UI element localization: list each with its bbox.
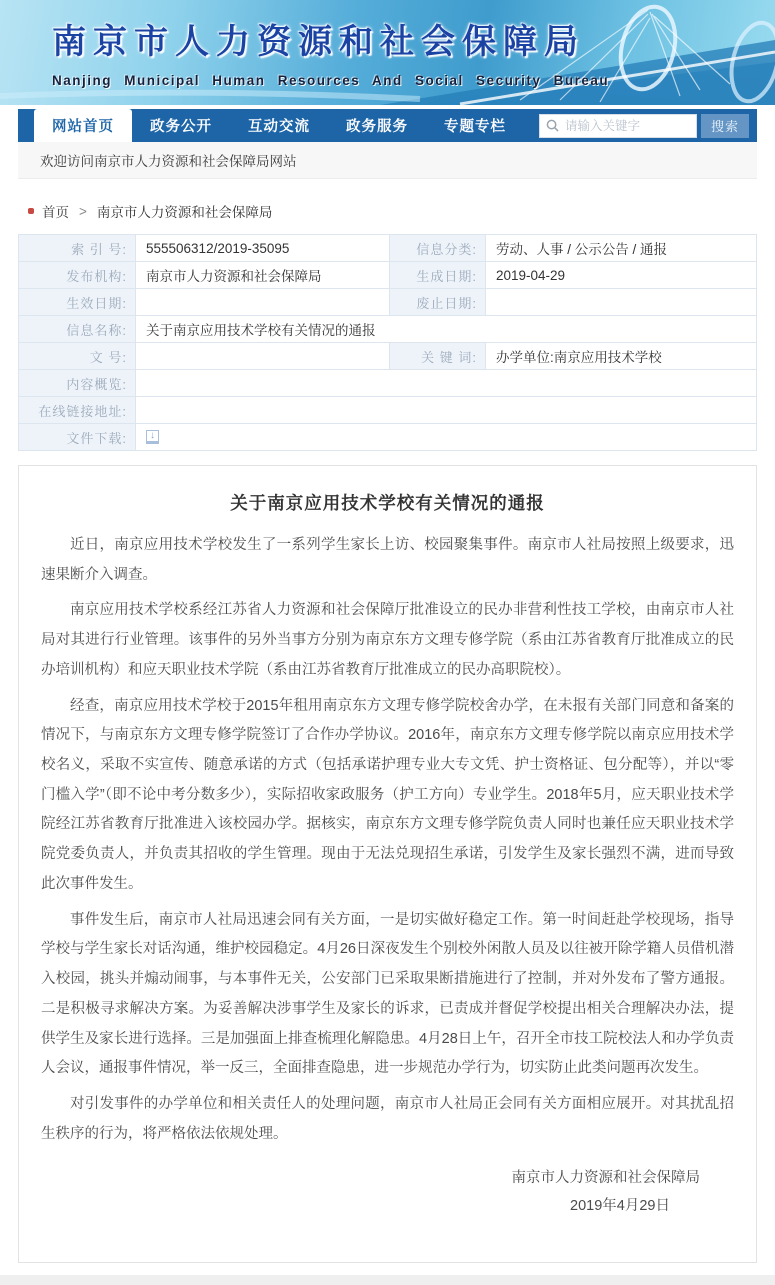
tab-special-topics[interactable]: 专题专栏	[444, 119, 506, 135]
tab-services[interactable]: 政务服务	[346, 119, 408, 135]
table-row	[19, 262, 756, 289]
table-row	[19, 397, 756, 424]
breadcrumb-separator: >	[79, 203, 87, 219]
table-row	[19, 370, 756, 397]
tab-gov-affairs[interactable]: 政务公开	[150, 119, 212, 135]
meta-value-online-link	[136, 397, 756, 423]
meta-value-doc-no	[136, 343, 389, 369]
meta-label-expiry-date: 废止日期:	[389, 289, 486, 315]
search-area	[539, 109, 757, 142]
meta-value-index-no: 555506312/2019-35095	[136, 235, 389, 261]
table-row	[19, 316, 756, 343]
meta-label-category: 信息分类:	[389, 235, 486, 261]
tab-home[interactable]: 网站首页	[34, 109, 132, 142]
article-paragraph: 南京应用技术学校系经江苏省人力资源和社会保障厅批准设立的民办非营利性技工学校，由南京市人社局对其进行行业管理。该事件的另外当事方分别为南京东方文理专修学院（系由江苏省教育厅批准成立的民办培训机构）和应天职业技术学院（系由江苏省教育厅批准成立的民办高职院校）。	[41, 602, 734, 678]
breadcrumb-marker-icon	[28, 208, 34, 214]
meta-value-expiry-date	[486, 289, 756, 315]
site-title-english: Nanjing Municipal Human Resources And Social Security Bureau	[52, 73, 610, 88]
meta-label-overview: 内容概览:	[19, 370, 136, 396]
article-paragraph: 经查，南京应用技术学校于2015年租用南京东方文理专修学院校舍办学，在未报有关部门同意和备案的情况下，与南京东方文理专修学院签订了合作办学协议。2016年，南京东方文理专修学院以南京应用技术学校名义，采取不实宣传、随意承诺的方式（包括承诺护理专业大专文凭、护士资格证、包分配等），并以“零门槛入学”（即不论中考分数多少），实际招收家政服务（护工方向）专业学生。2018年5月，应天职业技术学院经江苏省教育厅批准进入该校园办学。据核实，南京东方文理专修学院负责人同时也兼任应天职业技术学院党委负责人，并负责其招收的学生管理。现由于无法兑现招生承诺，引发学生及家长强烈不满，进而导致此次事件发生。	[41, 697, 734, 892]
nav-wrapper	[0, 105, 775, 142]
meta-value-info-name: 关于南京应用技术学校有关情况的通报	[136, 316, 756, 342]
download-icon[interactable]: ↓	[146, 430, 159, 444]
signature-org: 南京市人力资源和社会保障局	[511, 1170, 700, 1187]
search-icon	[546, 119, 559, 132]
meta-value-category: 劳动、人事 / 公示公告 / 通报	[486, 235, 756, 261]
meta-label-info-name: 信息名称:	[19, 316, 136, 342]
meta-label-date-created: 生成日期:	[389, 262, 486, 288]
meta-value-issuer: 南京市人力资源和社会保障局	[136, 262, 389, 288]
meta-value-overview	[136, 370, 756, 396]
signature-date: 2019年4月29日	[570, 1197, 670, 1214]
banner-text	[0, 0, 775, 88]
tab-interaction[interactable]: 互动交流	[248, 119, 310, 135]
table-row	[19, 424, 756, 451]
meta-label-effective-date: 生效日期:	[19, 289, 136, 315]
table-row	[19, 289, 756, 316]
breadcrumb	[28, 201, 775, 221]
meta-value-effective-date	[136, 289, 389, 315]
meta-value-date-created: 2019-04-29	[486, 262, 756, 288]
breadcrumb-home-link[interactable]: 首页	[42, 205, 69, 220]
signature-block	[41, 1165, 734, 1220]
meta-label-doc-no: 文 号:	[19, 343, 136, 369]
article-title: 关于南京应用技术学校有关情况的通报	[230, 493, 545, 513]
page-bottom-spacer	[0, 1275, 775, 1285]
article-paragraph: 对引发事件的办学单位和相关责任人的处理问题，南京市人社局正会同有关方面相应展开。对其扰乱招生秩序的行为，将严格依法依规处理。	[41, 1095, 734, 1142]
search-button[interactable]: 搜索	[701, 114, 749, 138]
welcome-bar: 欢迎访问南京市人力资源和社会保障局网站	[18, 142, 757, 179]
article-panel	[18, 465, 757, 1263]
meta-label-file-download: 文件下载:	[19, 424, 136, 450]
search-input[interactable]	[565, 119, 690, 133]
meta-label-issuer: 发布机构:	[19, 262, 136, 288]
search-field	[539, 114, 697, 138]
meta-label-online-link: 在线链接地址:	[19, 397, 136, 423]
main-nav	[18, 109, 757, 142]
meta-value-file-download	[136, 424, 756, 450]
site-title: 南京市人力资源和社会保障局	[52, 23, 585, 61]
document-meta-table	[18, 234, 757, 451]
meta-label-keywords: 关 键 词:	[389, 343, 486, 369]
breadcrumb-current: 南京市人力资源和社会保障局	[96, 205, 273, 220]
meta-value-keywords: 办学单位:南京应用技术学校	[486, 343, 756, 369]
table-row	[19, 235, 756, 262]
header-banner	[0, 0, 775, 105]
meta-label-index-no: 索 引 号:	[19, 235, 136, 261]
table-row	[19, 343, 756, 370]
article-paragraph: 事件发生后，南京市人社局迅速会同有关方面，一是切实做好稳定工作。第一时间赶赴学校现场，指导学校与学生家长对话沟通，维护校园稳定。4月26日深夜发生个别校外闲散人员及以往被开除学籍人员借机潜入校园，挑头并煽动闹事，与本事件无关，公安部门已采取果断措施进行了控制，并对外发布了警方通报。二是积极寻求解决方案。为妥善解决涉事学生及家长的诉求，已责成并督促学校提出相关合理解决办法，提供学生及家长进行选择。三是加强面上排查梳理化解隐患。4月28日上午，召开全市技工院校法人和办学负责人会议，通报事件情况，举一反三，全面排查隐患，进一步规范办学行为，切实防止此类问题再次发生。	[41, 911, 734, 1077]
article-paragraph: 近日，南京应用技术学校发生了一系列学生家长上访、校园聚集事件。南京市人社局按照上级要求，迅速果断介入调查。	[41, 537, 734, 583]
